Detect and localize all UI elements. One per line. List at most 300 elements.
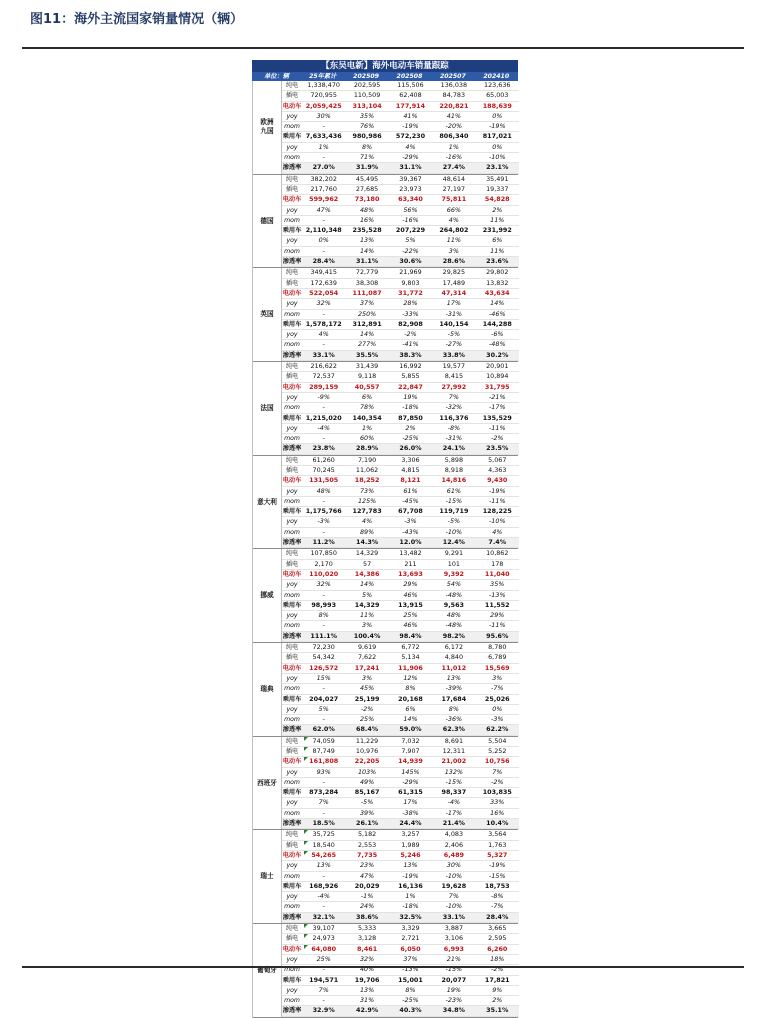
table-row xyxy=(282,507,519,517)
cell-text: 4% xyxy=(448,215,459,224)
value-cell xyxy=(345,830,388,839)
cell-text: -29% xyxy=(402,777,419,786)
value-cell xyxy=(302,976,345,985)
cell-text: 2,595 xyxy=(488,934,507,943)
value-cell xyxy=(302,424,345,433)
cell-text: 84,783 xyxy=(442,91,466,100)
cell-text: 19,628 xyxy=(441,881,467,890)
value-cell xyxy=(476,664,519,673)
value-cell xyxy=(389,185,432,194)
table-row xyxy=(282,320,519,330)
cell-text: 12.0% xyxy=(399,538,422,547)
cell-text: 1,175,766 xyxy=(305,507,342,516)
cell-text: 56% xyxy=(403,205,418,214)
value-cell xyxy=(432,466,475,475)
value-cell xyxy=(476,279,519,288)
value-cell xyxy=(302,955,345,964)
value-cell xyxy=(432,819,475,828)
cell-text: 14,329 xyxy=(355,549,379,558)
cell-text: -38% xyxy=(402,808,419,817)
table-row xyxy=(282,809,519,819)
value-cell xyxy=(389,591,432,600)
metric-label: yoy xyxy=(286,581,298,589)
value-cell xyxy=(389,362,432,371)
table-row xyxy=(282,830,519,840)
value-cell xyxy=(432,497,475,506)
value-cell xyxy=(302,560,345,569)
table-row xyxy=(282,112,519,122)
cell-text: 30% xyxy=(316,111,331,120)
cell-text: 47,314 xyxy=(441,288,467,297)
value-cell xyxy=(302,466,345,475)
table-row xyxy=(282,695,519,705)
table-row xyxy=(282,643,519,653)
cell-text: -15% xyxy=(445,777,463,786)
cell-text: 1% xyxy=(362,423,373,432)
value-cell xyxy=(476,403,519,412)
value-cell xyxy=(302,788,345,797)
cell-text: - xyxy=(322,621,325,630)
cell-text: 41% xyxy=(403,111,418,120)
metric-label: 乘用车 xyxy=(282,601,302,609)
cell-text: 19% xyxy=(446,985,461,994)
value-cell xyxy=(345,695,388,704)
cell-text: 145% xyxy=(401,767,420,776)
metric-label: mom xyxy=(284,341,300,349)
value-cell xyxy=(345,715,388,724)
cell-text: 19% xyxy=(403,392,418,401)
comment-marker-icon xyxy=(304,924,308,928)
country-label: 法国 xyxy=(253,362,282,455)
value-cell xyxy=(345,632,388,641)
value-cell xyxy=(302,632,345,641)
cell-text: 8% xyxy=(405,684,416,693)
value-cell xyxy=(476,122,519,131)
table-row xyxy=(282,102,519,112)
cell-text: 8% xyxy=(318,611,329,620)
value-cell xyxy=(389,257,432,266)
value-cell xyxy=(389,788,432,797)
cell-text: 5,134 xyxy=(401,653,420,662)
cell-text: 23% xyxy=(359,861,375,870)
cell-text: 19,337 xyxy=(486,184,509,193)
metric-label: 乘用车 xyxy=(282,320,302,328)
value-cell xyxy=(302,664,345,673)
cell-text: 177,914 xyxy=(395,101,426,110)
value-cell xyxy=(389,393,432,402)
value-cell xyxy=(302,580,345,589)
value-cell xyxy=(432,279,475,288)
value-cell xyxy=(389,299,432,308)
value-cell xyxy=(476,1006,519,1015)
cell-text: 54,342 xyxy=(312,653,335,662)
cell-text: 5% xyxy=(362,590,373,599)
value-cell xyxy=(432,424,475,433)
header-col: 25年累计 xyxy=(309,73,337,80)
value-cell xyxy=(389,768,432,777)
cell-text: 74,059 xyxy=(312,736,335,745)
cell-text: 980,986 xyxy=(352,132,382,141)
value-cell xyxy=(476,310,519,319)
value-cell xyxy=(476,798,519,807)
bottom-divider xyxy=(22,966,744,968)
value-cell xyxy=(345,289,388,298)
cell-text: 17,489 xyxy=(442,278,466,287)
cell-text: 3,329 xyxy=(401,924,420,933)
metric-label: mom xyxy=(284,247,300,255)
cell-text: -15% xyxy=(489,871,506,880)
value-cell xyxy=(345,788,388,797)
value-cell xyxy=(432,560,475,569)
cell-text: 9,291 xyxy=(444,549,464,558)
value-cell xyxy=(476,872,519,881)
value-cell xyxy=(389,737,432,746)
cell-text: 62.2% xyxy=(486,725,509,734)
country-label: 瑞士 xyxy=(253,830,282,923)
cell-text: 28.4% xyxy=(312,257,335,266)
value-cell xyxy=(432,257,475,266)
cell-text: 8% xyxy=(362,142,373,151)
metric-label: 插电 xyxy=(285,373,299,381)
cell-text: 6,489 xyxy=(443,850,464,859)
table-row xyxy=(282,487,519,497)
cell-text: 32.5% xyxy=(399,912,422,921)
metric-label: yoy xyxy=(286,424,298,432)
cell-text: -18% xyxy=(402,403,419,412)
value-cell xyxy=(476,747,519,756)
metric-label: 电动车 xyxy=(282,758,302,766)
cell-text: -4% xyxy=(317,892,330,901)
table-row xyxy=(282,434,519,444)
table-row xyxy=(282,330,519,340)
cell-text: -29% xyxy=(402,153,419,162)
table-row xyxy=(282,945,519,955)
cell-text: - xyxy=(322,590,325,599)
value-cell xyxy=(432,476,475,485)
cell-text: 87,749 xyxy=(312,747,335,755)
table-row xyxy=(282,517,519,527)
table-row xyxy=(282,632,519,642)
cell-text: 8% xyxy=(405,985,416,994)
cell-text: 8% xyxy=(448,704,459,713)
value-cell xyxy=(476,913,519,922)
cell-text: 25,199 xyxy=(354,694,380,703)
value-cell xyxy=(345,330,388,339)
cell-text: 13,915 xyxy=(398,600,423,609)
cell-text: 572,230 xyxy=(395,132,426,141)
value-cell xyxy=(302,320,345,329)
metric-label: mom xyxy=(284,903,300,911)
value-cell xyxy=(302,102,345,111)
cell-text: 98.2% xyxy=(442,631,465,640)
value-cell xyxy=(345,372,388,381)
value-cell xyxy=(476,112,519,121)
value-cell xyxy=(302,487,345,496)
value-cell xyxy=(476,351,519,360)
value-cell xyxy=(345,892,388,901)
cell-text: -8% xyxy=(491,892,504,901)
value-cell xyxy=(389,153,432,162)
metric-label: yoy xyxy=(286,705,298,713)
cell-text: 235,528 xyxy=(352,226,382,235)
cell-text: 15,569 xyxy=(484,663,510,672)
cell-text: 14,329 xyxy=(354,600,380,609)
cell-text: -10% xyxy=(489,517,506,526)
table-row xyxy=(282,91,519,101)
cell-text: -2% xyxy=(404,330,417,339)
value-cell xyxy=(302,330,345,339)
value-cell xyxy=(389,809,432,818)
cell-text: 4% xyxy=(492,527,503,536)
value-cell xyxy=(432,737,475,746)
value-cell xyxy=(345,674,388,683)
cell-text: -19% xyxy=(402,871,419,880)
metric-label: mom xyxy=(284,716,300,724)
cell-text: 35.5% xyxy=(356,350,379,359)
value-cell xyxy=(302,747,345,756)
value-cell xyxy=(345,778,388,787)
metric-label: 渗透率 xyxy=(282,164,302,172)
cell-text: -16% xyxy=(402,215,419,224)
table-row xyxy=(282,236,519,246)
cell-text: -25% xyxy=(402,996,419,1005)
cell-text: -2% xyxy=(360,704,374,713)
cell-text: 178 xyxy=(491,559,504,568)
cell-text: -39% xyxy=(445,684,463,693)
cell-text: 43,634 xyxy=(484,288,510,297)
cell-text: 2% xyxy=(492,996,503,1005)
cell-text: 2,406 xyxy=(444,840,464,849)
value-cell xyxy=(345,872,388,881)
value-cell xyxy=(345,517,388,526)
value-cell xyxy=(302,279,345,288)
metric-label: yoy xyxy=(286,206,298,214)
value-cell xyxy=(432,945,475,954)
value-cell xyxy=(345,705,388,714)
cell-text: 23.1% xyxy=(486,163,509,172)
cell-text: 312,891 xyxy=(352,319,382,328)
table-row xyxy=(282,226,519,236)
value-cell xyxy=(476,653,519,662)
value-cell xyxy=(389,715,432,724)
cell-text: 29% xyxy=(490,611,505,620)
cell-text: 5,327 xyxy=(487,850,508,859)
cell-text: 10.4% xyxy=(486,819,509,828)
metric-label: 乘用车 xyxy=(282,414,302,422)
value-cell xyxy=(302,81,345,90)
value-cell xyxy=(432,444,475,453)
cell-text: 39,367 xyxy=(399,174,422,183)
cell-text: 231,992 xyxy=(482,226,512,235)
value-cell xyxy=(389,466,432,475)
cell-text: 7% xyxy=(492,767,503,776)
value-cell xyxy=(345,175,388,184)
value-cell xyxy=(389,289,432,298)
value-cell xyxy=(345,226,388,235)
value-cell xyxy=(345,414,388,423)
value-cell xyxy=(345,798,388,807)
cell-text: 220,821 xyxy=(439,101,469,110)
value-cell xyxy=(345,206,388,215)
metric-label: 插电 xyxy=(285,560,299,568)
value-cell xyxy=(389,497,432,506)
value-cell xyxy=(345,684,388,693)
value-cell xyxy=(432,570,475,579)
metric-label: 纯电 xyxy=(285,831,299,839)
value-cell xyxy=(302,434,345,443)
cell-text: -2% xyxy=(491,777,504,786)
value-cell xyxy=(345,621,388,630)
cell-text: 98.4% xyxy=(399,631,422,640)
header-unit: 单位：辆 xyxy=(264,73,289,80)
value-cell xyxy=(432,715,475,724)
value-cell xyxy=(476,611,519,620)
cell-text: 16,136 xyxy=(398,881,423,890)
value-cell xyxy=(345,549,388,558)
value-cell xyxy=(432,299,475,308)
cell-text: 54,828 xyxy=(484,195,510,204)
value-cell xyxy=(302,674,345,683)
value-cell xyxy=(389,226,432,235)
cell-text: - xyxy=(322,527,325,536)
table-row xyxy=(282,476,519,486)
cell-text: 32% xyxy=(359,954,375,963)
metric-label: yoy xyxy=(286,893,298,901)
metric-label: yoy xyxy=(286,768,298,776)
country-group xyxy=(253,175,518,269)
cell-text: 13% xyxy=(403,861,418,870)
cell-text: 26.0% xyxy=(399,444,422,453)
value-cell xyxy=(345,924,388,933)
table-row xyxy=(282,1006,519,1016)
value-cell xyxy=(345,466,388,475)
metric-label: 电动车 xyxy=(282,664,302,672)
cell-text: 65,003 xyxy=(486,91,509,100)
cell-text: 7% xyxy=(318,985,329,994)
cell-text: 61% xyxy=(446,486,461,495)
metric-label: yoy xyxy=(286,955,298,963)
value-cell xyxy=(476,507,519,516)
metric-label: 乘用车 xyxy=(282,133,302,141)
value-cell xyxy=(389,924,432,933)
value-cell xyxy=(345,819,388,828)
value-cell xyxy=(389,487,432,496)
cell-text: 125% xyxy=(357,496,377,505)
cell-text: -3% xyxy=(491,715,504,724)
value-cell xyxy=(345,320,388,329)
cell-text: 5,252 xyxy=(488,747,507,755)
cell-text: 20,077 xyxy=(441,975,467,984)
cell-text: 98,337 xyxy=(441,788,467,797)
value-cell xyxy=(302,934,345,943)
value-cell xyxy=(389,882,432,891)
value-cell xyxy=(302,684,345,693)
value-cell xyxy=(432,330,475,339)
table-row xyxy=(282,621,519,631)
value-cell xyxy=(345,757,388,766)
cell-text: 4% xyxy=(405,142,416,151)
value-cell xyxy=(302,175,345,184)
cell-text: 29% xyxy=(403,580,418,589)
metric-label: 插电 xyxy=(285,466,299,474)
cell-text: 42.9% xyxy=(356,1006,379,1015)
cell-text: 20,168 xyxy=(398,694,423,703)
value-cell xyxy=(389,819,432,828)
cell-text: 194,571 xyxy=(309,975,339,984)
cell-text: 18,753 xyxy=(484,881,510,890)
value-cell xyxy=(389,216,432,225)
value-cell xyxy=(389,570,432,579)
value-cell xyxy=(345,362,388,371)
cell-text: 10,894 xyxy=(486,372,509,381)
metric-label: 乘用车 xyxy=(282,976,302,984)
table-row xyxy=(282,674,519,684)
value-cell xyxy=(302,611,345,620)
value-cell xyxy=(432,91,475,100)
cell-text: 93% xyxy=(316,767,331,776)
value-cell xyxy=(432,1006,475,1015)
value-cell xyxy=(389,601,432,610)
value-cell xyxy=(432,434,475,443)
cell-text: 54,265 xyxy=(311,850,337,859)
value-cell xyxy=(432,798,475,807)
country-label: 欧洲 九国 xyxy=(253,81,282,174)
value-cell xyxy=(476,715,519,724)
cell-text: -18% xyxy=(402,902,419,911)
table-row xyxy=(282,580,519,590)
cell-text: 15,001 xyxy=(398,975,423,984)
metric-label: 纯电 xyxy=(285,550,299,558)
table-row xyxy=(282,851,519,861)
cell-text: -19% xyxy=(402,122,419,131)
value-cell xyxy=(302,705,345,714)
metric-label: mom xyxy=(284,591,300,599)
table-row xyxy=(282,444,519,454)
cell-text: 110,020 xyxy=(309,569,339,578)
table-row xyxy=(282,247,519,257)
cell-text: -15% xyxy=(445,496,463,505)
cell-text: 0% xyxy=(318,236,329,245)
cell-text: 7,735 xyxy=(356,850,378,859)
cell-text: -1% xyxy=(360,892,374,901)
value-cell xyxy=(389,340,432,349)
metric-label: 电动车 xyxy=(282,945,302,953)
cell-text: 4,815 xyxy=(401,465,420,474)
cell-text: 5% xyxy=(405,236,416,245)
cell-text: -4% xyxy=(447,798,461,807)
value-cell xyxy=(432,372,475,381)
cell-text: 11.2% xyxy=(312,538,335,547)
cell-text: -20% xyxy=(445,122,463,131)
cell-text: 82,908 xyxy=(398,319,423,328)
value-cell xyxy=(302,809,345,818)
value-cell xyxy=(389,206,432,215)
header-col: 202410 xyxy=(483,73,510,80)
cell-text: 17% xyxy=(403,798,418,807)
value-cell xyxy=(432,320,475,329)
value-cell xyxy=(345,185,388,194)
cell-text: -3% xyxy=(317,517,330,526)
cell-text: -43% xyxy=(402,527,419,536)
cell-text: 21% xyxy=(446,954,461,963)
metric-label: 乘用车 xyxy=(282,508,302,516)
cell-text: 110,509 xyxy=(353,91,381,100)
metric-label: 纯电 xyxy=(285,456,299,464)
value-cell xyxy=(389,403,432,412)
value-cell xyxy=(476,768,519,777)
cell-text: -10% xyxy=(445,871,463,880)
cell-text: -19% xyxy=(489,486,506,495)
